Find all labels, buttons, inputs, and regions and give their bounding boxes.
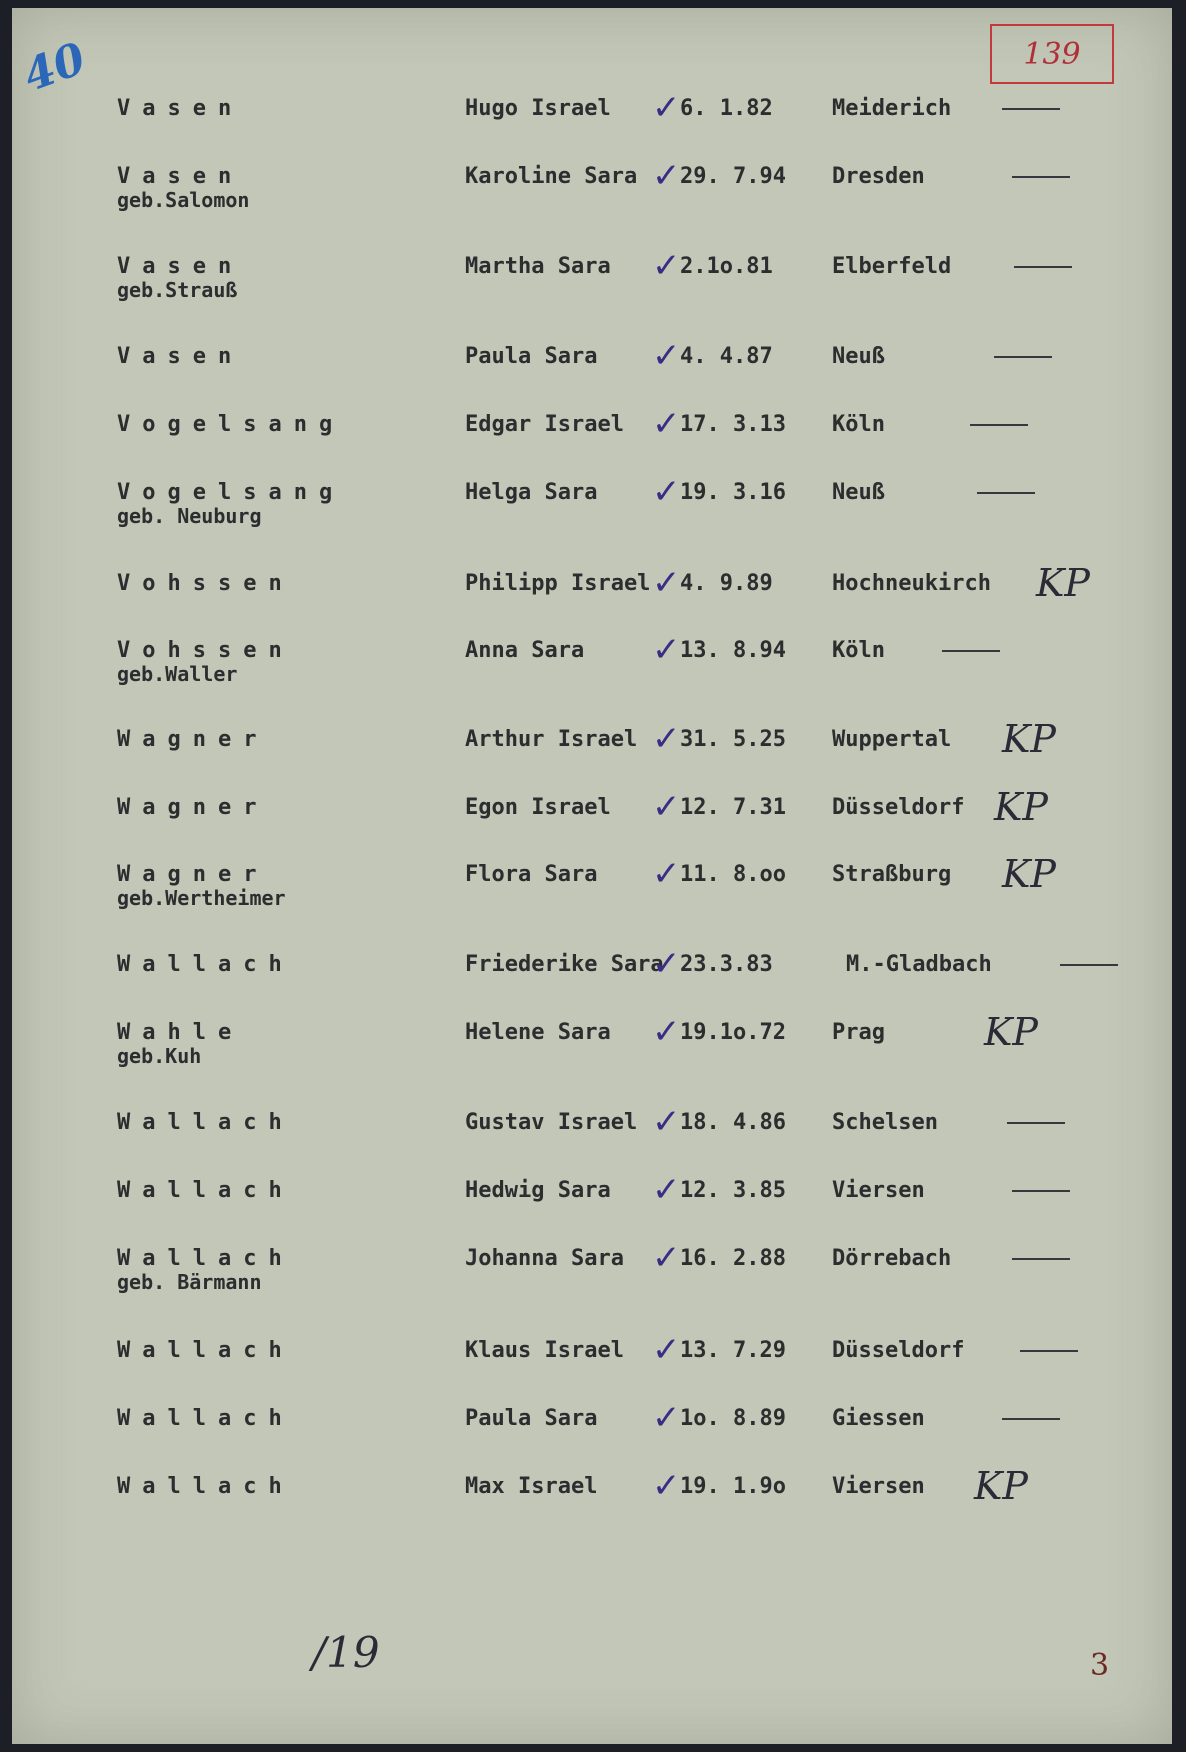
check-mark-icon: ✓ [652, 719, 681, 759]
entry-birth-date: 29. 7.94 [680, 164, 786, 189]
handwritten-tally: /19 [312, 1628, 380, 1677]
entry-given-names: Hugo Israel [465, 96, 611, 121]
entry-given-names: Philipp Israel [465, 571, 651, 596]
check-mark-icon: ✓ [652, 787, 681, 827]
entry-given-names: Karoline Sara [465, 164, 638, 189]
entry-birth-place: Viersen [832, 1178, 925, 1203]
entry-birth-date: 23.3.83 [680, 952, 773, 977]
handwritten-dash-mark [942, 650, 1000, 652]
entry-birth-place: Giessen [832, 1406, 925, 1431]
list-item [12, 561, 1172, 641]
entry-birth-place: Dörrebach [832, 1246, 952, 1271]
entry-given-names: Gustav Israel [465, 1110, 638, 1135]
entry-maiden-name: geb.Kuh [117, 1044, 202, 1068]
entry-surname: Wallach [117, 1110, 294, 1135]
entry-birth-date: 19. 3.16 [680, 480, 786, 505]
handwritten-dash-mark [1060, 964, 1118, 966]
entry-birth-date: 19.1o.72 [680, 1020, 786, 1045]
list-item [12, 1010, 1172, 1090]
entry-birth-place: Düsseldorf [832, 1338, 965, 1363]
entry-birth-date: 18. 4.86 [680, 1110, 786, 1135]
entry-birth-place: Straßburg [832, 862, 952, 887]
entry-birth-place: Schelsen [832, 1110, 938, 1135]
list-item [12, 1330, 1172, 1408]
entry-birth-date: 1o. 8.89 [680, 1406, 786, 1431]
entry-surname: Vasen [117, 96, 244, 121]
entry-surname: Vogelsang [117, 480, 345, 505]
entry-birth-date: 12. 3.85 [680, 1178, 786, 1203]
entry-birth-date: 16. 2.88 [680, 1246, 786, 1271]
entry-surname: Wagner [117, 862, 269, 887]
entry-given-names: Egon Israel [465, 795, 611, 820]
entry-surname: Wahle [117, 1020, 244, 1045]
corner-annotation: 40 [17, 33, 93, 102]
check-mark-icon: ✓ [652, 1466, 681, 1506]
handwritten-dash-mark [1012, 176, 1070, 178]
check-mark-icon: ✓ [652, 472, 681, 512]
handwritten-kp-mark: KP [1002, 717, 1056, 761]
entry-surname: Vasen [117, 164, 244, 189]
entry-birth-place: M.-Gladbach [846, 952, 992, 977]
check-mark-icon: ✓ [652, 1238, 681, 1278]
entry-given-names: Helga Sara [465, 480, 598, 505]
entry-maiden-name: geb.Strauß [117, 278, 238, 302]
list-item [12, 785, 1172, 865]
list-item [12, 1238, 1172, 1316]
check-mark-icon: ✓ [652, 1170, 681, 1210]
entry-birth-place: Köln [832, 638, 885, 663]
list-item [12, 246, 1172, 324]
entry-birth-place: Neuß [832, 344, 885, 369]
entry-surname: Vasen [117, 254, 244, 279]
entry-birth-date: 2.1o.81 [680, 254, 773, 279]
entry-given-names: Helene Sara [465, 1020, 611, 1045]
entry-surname: Wallach [117, 952, 294, 977]
list-item [12, 156, 1172, 234]
handwritten-note: 3 [1090, 1648, 1110, 1683]
entry-given-names: Paula Sara [465, 344, 598, 369]
entry-given-names: Arthur Israel [465, 727, 638, 752]
check-mark-icon: ✓ [652, 336, 681, 376]
entry-given-names: Friederike Sara [465, 952, 664, 977]
entry-given-names: Anna Sara [465, 638, 585, 663]
handwritten-dash-mark [1020, 1350, 1078, 1352]
entry-surname: Wallach [117, 1246, 294, 1271]
entry-birth-date: 11. 8.oo [680, 862, 786, 887]
entry-maiden-name: geb.Salomon [117, 188, 250, 212]
handwritten-dash-mark [1002, 1418, 1060, 1420]
entry-given-names: Edgar Israel [465, 412, 624, 437]
handwritten-dash-mark [1007, 1122, 1065, 1124]
check-mark-icon: ✓ [652, 1102, 681, 1142]
entry-given-names: Martha Sara [465, 254, 611, 279]
entry-surname: Wallach [117, 1178, 294, 1203]
entry-birth-place: Meiderich [832, 96, 952, 121]
handwritten-kp-mark: KP [994, 785, 1048, 829]
handwritten-dash-mark [1002, 108, 1060, 110]
entry-birth-date: 13. 7.29 [680, 1338, 786, 1363]
list-item [12, 1102, 1172, 1180]
check-mark-icon: ✓ [652, 156, 681, 196]
check-mark-icon: ✓ [652, 944, 681, 984]
entry-surname: Vohssen [117, 571, 294, 596]
list-item [12, 472, 1172, 550]
entry-birth-place: Dresden [832, 164, 925, 189]
handwritten-kp-mark: KP [1002, 852, 1056, 896]
entry-given-names: Johanna Sara [465, 1246, 624, 1271]
entry-birth-place: Viersen [832, 1474, 925, 1499]
entry-birth-date: 13. 8.94 [680, 638, 786, 663]
entry-birth-date: 6. 1.82 [680, 96, 773, 121]
entry-birth-place: Hochneukirch [832, 571, 991, 596]
entry-surname: Vogelsang [117, 412, 345, 437]
entry-given-names: Max Israel [465, 1474, 598, 1499]
check-mark-icon: ✓ [652, 1330, 681, 1370]
entry-birth-place: Prag [832, 1020, 885, 1045]
handwritten-kp-mark: KP [984, 1010, 1038, 1054]
handwritten-kp-mark: KP [974, 1464, 1028, 1508]
handwritten-dash-mark [1012, 1258, 1070, 1260]
entry-given-names: Klaus Israel [465, 1338, 624, 1363]
handwritten-dash-mark [1012, 1190, 1070, 1192]
document-sheet [12, 8, 1172, 1744]
list-item [12, 630, 1172, 708]
entry-birth-place: Düsseldorf [832, 795, 965, 820]
entry-birth-date: 12. 7.31 [680, 795, 786, 820]
list-item [12, 1464, 1172, 1544]
list-item [12, 88, 1172, 166]
handwritten-kp-mark: KP [1036, 561, 1090, 605]
entry-surname: Vohssen [117, 638, 294, 663]
entry-birth-place: Neuß [832, 480, 885, 505]
check-mark-icon: ✓ [652, 246, 681, 286]
entry-maiden-name: geb.Wertheimer [117, 886, 286, 910]
entry-given-names: Flora Sara [465, 862, 598, 887]
entry-birth-date: 31. 5.25 [680, 727, 786, 752]
handwritten-dash-mark [970, 424, 1028, 426]
entry-maiden-name: geb. Bärmann [117, 1270, 262, 1294]
entry-surname: Wagner [117, 727, 269, 752]
entry-birth-date: 4. 9.89 [680, 571, 773, 596]
handwritten-dash-mark [1014, 266, 1072, 268]
entry-birth-date: 17. 3.13 [680, 412, 786, 437]
list-item [12, 404, 1172, 482]
entry-birth-date: 4. 4.87 [680, 344, 773, 369]
check-mark-icon: ✓ [652, 854, 681, 894]
list-item [12, 336, 1172, 414]
check-mark-icon: ✓ [652, 1012, 681, 1052]
entry-birth-place: Köln [832, 412, 885, 437]
check-mark-icon: ✓ [652, 404, 681, 444]
list-item [12, 1170, 1172, 1248]
entry-maiden-name: geb. Neuburg [117, 504, 262, 528]
check-mark-icon: ✓ [652, 1398, 681, 1438]
check-mark-icon: ✓ [652, 630, 681, 670]
handwritten-dash-mark [994, 356, 1052, 358]
list-item [12, 852, 1172, 932]
entry-maiden-name: geb.Waller [117, 662, 238, 686]
entry-surname: Wallach [117, 1406, 294, 1431]
entry-birth-date: 19. 1.9o [680, 1474, 786, 1499]
handwritten-dash-mark [977, 492, 1035, 494]
entry-birth-place: Elberfeld [832, 254, 952, 279]
page-number-stamp: 139 [990, 24, 1114, 84]
entry-given-names: Hedwig Sara [465, 1178, 611, 1203]
entry-given-names: Paula Sara [465, 1406, 598, 1431]
entry-surname: Wallach [117, 1338, 294, 1363]
entry-surname: Vasen [117, 344, 244, 369]
check-mark-icon: ✓ [652, 563, 681, 603]
entry-birth-place: Wuppertal [832, 727, 952, 752]
check-mark-icon: ✓ [652, 88, 681, 128]
entry-surname: Wagner [117, 795, 269, 820]
entry-surname: Wallach [117, 1474, 294, 1499]
